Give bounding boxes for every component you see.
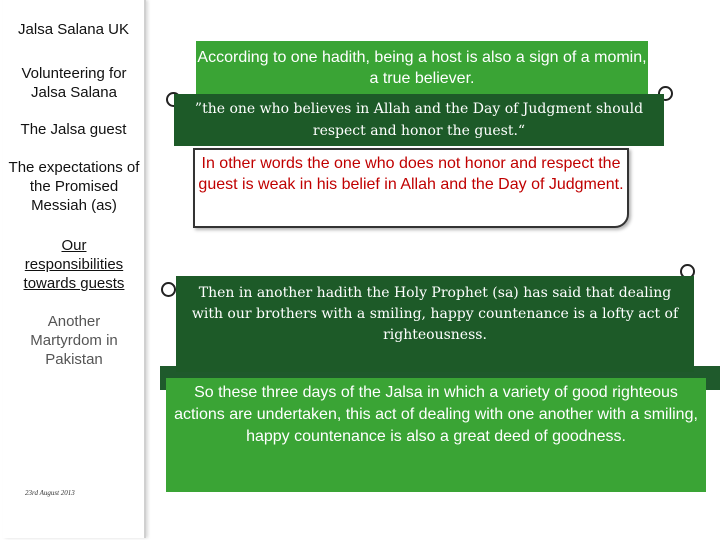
nav-item-expectations[interactable]: The expectations of the Promised Messiah (as): [8, 159, 140, 214]
jalsa-days-box: So these three days of the Jalsa in which a variety of good righteous actions are undertaken, this act of dealing with one another with a smiling, happy countenance is also a great deed of goodness.: [166, 378, 706, 492]
hadith-intro-box: According to one hadith, being a host is also a sign of a momin, a true believer.: [196, 41, 648, 95]
scroll-curl-icon: [161, 282, 176, 297]
smiling-hadith-box: Then in another hadith the Holy Prophet (sa) has said that dealing with our brothers with a smiling, happy countenance is a lofty act of righteousness.: [176, 276, 694, 372]
date-label: 23rd August 2013: [25, 489, 75, 497]
nav-item-jalsa-salana-uk[interactable]: Jalsa Salana UK: [18, 21, 129, 38]
nav-item-martyrdom[interactable]: Another Martyrdom in Pakistan: [30, 313, 118, 368]
nav-item-responsibilities[interactable]: Our responsibilities towards guests: [23, 237, 125, 292]
weak-belief-box: In other words the one who does not honor and respect the guest is weak in his belief in Allah and the Day of Judgment.: [193, 148, 629, 228]
sidebar: [3, 0, 146, 538]
hadith-quote-box: ”the one who believes in Allah and the Day of Judgment should respect and honor the guest.“: [174, 94, 664, 146]
nav-item-jalsa-guest[interactable]: The Jalsa guest: [20, 121, 127, 138]
nav-item-volunteering[interactable]: Volunteering for Jalsa Salana: [21, 65, 127, 101]
